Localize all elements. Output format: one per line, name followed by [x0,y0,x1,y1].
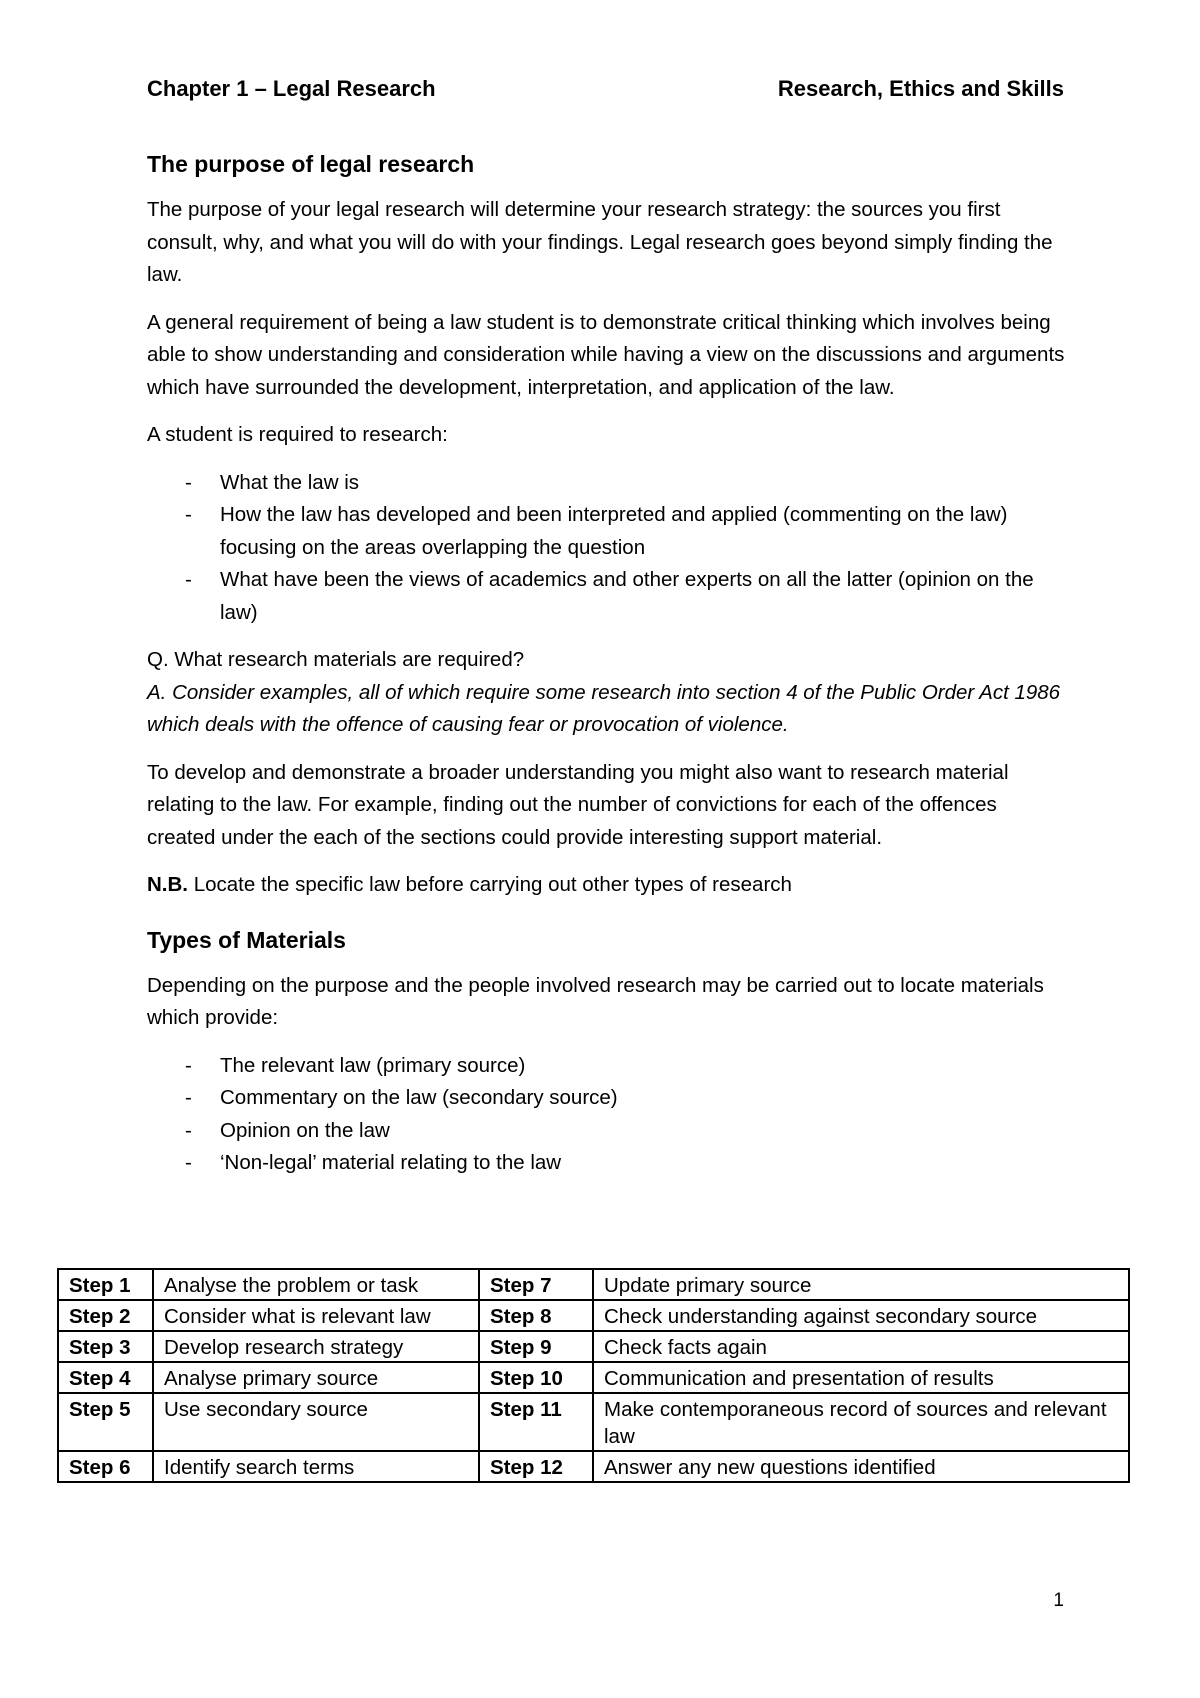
step-label: Step 8 [479,1300,593,1331]
step-label: Step 4 [58,1362,153,1393]
step-description: Consider what is relevant law [153,1300,479,1331]
nota-bene-label: N.B. [147,873,188,896]
page-number: 1 [1053,1590,1064,1611]
step-description: Make contemporaneous record of sources and relevant law [593,1393,1129,1451]
header-course-title: Research, Ethics and Skills [777,76,1064,101]
paragraph: Depending on the purpose and the people involved research may be carried out to locate materials which provide: [147,973,1044,1029]
question-text: Q. What research materials are required? [147,648,525,671]
page-header [147,76,1064,102]
list-item: - What have been the views of academics and other experts on all the latter (opinion on the law) [147,564,1067,629]
step-description: Update primary source [593,1269,1129,1300]
list-item: - How the law has developed and been interpreted and applied (commenting on the law) focusing on the areas overlapping the question [147,499,1067,564]
materials-list [147,1050,1067,1180]
step-label: Step 9 [479,1331,593,1362]
step-label: Step 1 [58,1269,153,1300]
step-label: Step 6 [58,1451,153,1482]
table-row [58,1331,1129,1362]
step-label: Step 10 [479,1362,593,1393]
list-item: - Opinion on the law [147,1115,1067,1148]
step-label: Step 11 [479,1393,593,1451]
table-row [58,1269,1129,1300]
step-description: Identify search terms [153,1451,479,1482]
nota-bene [147,869,1067,902]
list-item: - ‘Non-legal’ material relating to the law [147,1147,1067,1180]
table-row [58,1393,1129,1451]
page-content [147,148,1067,1195]
step-description: Use secondary source [153,1393,479,1451]
step-description: Check facts again [593,1331,1129,1362]
paragraph: A general requirement of being a law student is to demonstrate critical thinking which involves being able to show understanding and consideration while having a view on the discussions and arguments which have surrounded the development, interpretation, and application of the law. [147,310,1065,399]
paragraph: The purpose of your legal research will determine your research strategy: the sources you first consult, why, and what you will do with your findings. Legal research goes beyond simply finding the law. [147,198,1053,286]
step-description: Analyse the problem or task [153,1269,479,1300]
section-heading-types: Types of Materials [147,926,346,953]
step-description: Check understanding against secondary source [593,1300,1129,1331]
list-item: - The relevant law (primary source) [147,1050,1067,1083]
step-description: Communication and presentation of results [593,1362,1129,1393]
research-requirements-list [147,467,1067,630]
step-label: Step 3 [58,1331,153,1362]
step-label: Step 2 [58,1300,153,1331]
paragraph: To develop and demonstrate a broader understanding you might also want to research material relating to the law. For example, finding out the number of convictions for each of the offences created under the each of the sections could provide interesting support material. [147,760,1009,849]
list-item: - What the law is [147,467,1067,500]
paragraph: A student is required to research: [147,423,448,446]
step-description: Develop research strategy [153,1331,479,1362]
question-answer-block [147,644,1067,742]
research-steps-table [57,1268,1130,1483]
nota-bene-text: Locate the specific law before carrying out other types of research [188,873,792,896]
step-description: Analyse primary source [153,1362,479,1393]
step-label: Step 12 [479,1451,593,1482]
step-description: Answer any new questions identified [593,1451,1129,1482]
step-label: Step 5 [58,1393,153,1451]
table-row [58,1300,1129,1331]
table-row [58,1362,1129,1393]
section-heading-purpose: The purpose of legal research [147,151,475,177]
header-chapter-title: Chapter 1 – Legal Research [147,76,436,101]
list-item: - Commentary on the law (secondary source) [147,1082,1067,1115]
table-row [58,1451,1129,1482]
step-label: Step 7 [479,1269,593,1300]
answer-text: A. Consider examples, all of which require some research into section 4 of the Public Order Act 1986 which deals with the offence of causing fear or provocation of violence. [147,680,1061,736]
